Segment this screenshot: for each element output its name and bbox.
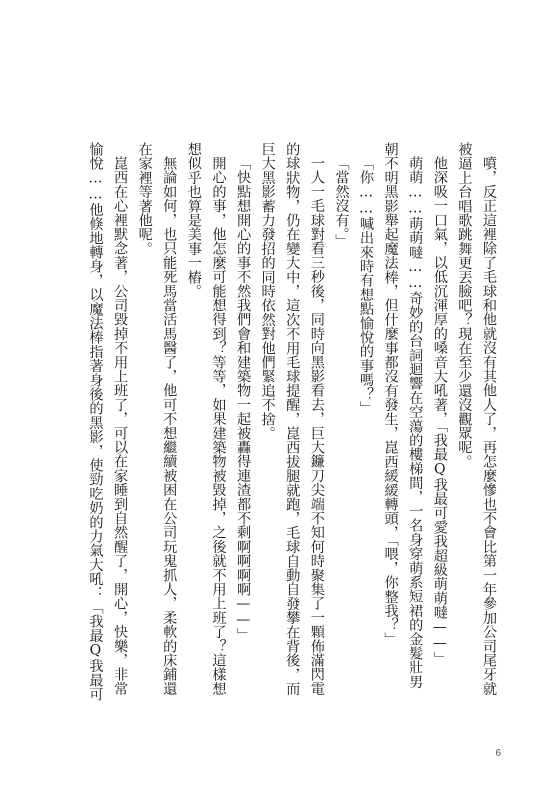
page-number: 6 [495,748,501,759]
paragraph: 「當然沒有。」 [333,156,350,249]
vertical-text-body [56,142,501,702]
paragraph: 噴，反正這裡除了毛球和他就沒有其他人了，再怎麼慘也不會比第一年參加公司尾牙就被逼上台唱歌跳舞更丟臉吧？現在至少還沒觀眾呢。 [456,142,497,696]
paragraph: 他深吸一口氣，以低沉渾厚的嗓音大吼著，「我最Q我最可愛我超級萌萌噠——」 [431,156,448,666]
paragraph: 一人一毛球對看三秒後，同時向黑影看去，巨大鐮刀尖端不知何時聚集了一顆佈滿閃電的球狀物，仍在變大中，這次不用毛球提醒，崑西拔腿就跑，毛球自動自發攀在背後，而巨大黑影蓄力發招的同時依然對他們緊追不捨。 [259,142,325,696]
paragraph: 「你……喊出來時有想點愉悅的事嗎？」 [358,156,375,416]
paragraph: 「快點想開心的事不然我們會和建築物一起被轟得連渣都不剩啊啊啊啊——」 [235,156,252,643]
paragraph: 萌萌……萌萌噠……奇妙的台詞迴響在空蕩的樓梯間，一名身穿萌系短裙的金髮壯男朝不明黑影舉起魔法棒，但什麼事都沒有發生，崑西緩緩轉頭，「喂，你整我？」 [382,142,424,689]
paragraph: 無論如何，也只能死馬當活馬醫了，他可不想繼續被困在公司玩鬼抓人，柔軟的床鋪還在家裡等著他呢。 [136,142,178,696]
paragraph: 崑西在心裡默念著，公司毀掉不用上班了，可以在家睡到自然醒了，開心，快樂，非常愉悅……他倏地轉身，以魔法棒指著身後的黑影，使勁吃奶的力氣大吼：「我最Q我最可 [87,142,129,702]
paragraph: 開心的事，他怎麼可能想得到？等等，如果建築物被毀掉，之後就不用上班了？這樣想想似乎也算是美事一樁。 [185,142,227,696]
